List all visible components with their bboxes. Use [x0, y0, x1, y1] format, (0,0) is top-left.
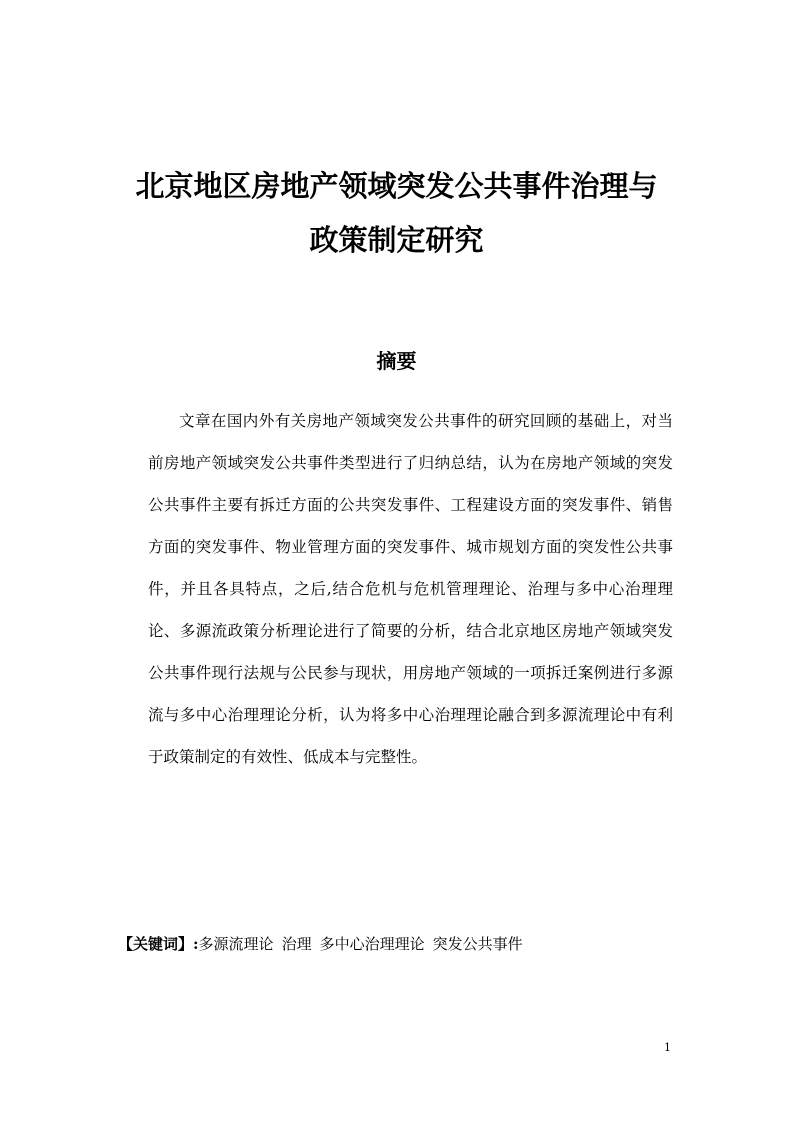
abstract-heading: 摘要 — [376, 349, 417, 373]
abstract-line: 件，并且各具特点，之后,结合危机与危机管理理论、治理与多中心治理理 — [148, 580, 673, 598]
keywords-line — [118, 930, 531, 958]
title-line-1: 北京地区房地产领域突发公共事件治理与 — [135, 169, 658, 203]
abstract-line: 公共事件现行法规与公民参与现状，用房地产领域的一项拆迁案例进行多源 — [148, 664, 673, 682]
page-number: 1 — [664, 1041, 671, 1054]
keyword: 突发公共事件 — [432, 935, 523, 953]
keyword: 多源流理论 — [198, 935, 274, 953]
keyword: 治理 — [281, 935, 312, 953]
abstract-line: 论、多源流政策分析理论进行了简要的分析，结合北京地区房地产领域突发 — [148, 622, 673, 640]
abstract-body — [148, 400, 673, 778]
keyword: 多中心治理理论 — [319, 935, 425, 953]
abstract-line: 于政策制定的有效性、低成本与完整性。 — [148, 748, 428, 766]
abstract-line: 公共事件主要有拆迁方面的公共突发事件、工程建设方面的突发事件、销售 — [148, 496, 673, 514]
abstract-line: 文章在国内外有关房地产领域突发公共事件的研究回顾的基础上，对当 — [179, 412, 673, 430]
abstract-line: 前房地产领域突发公共事件类型进行了归纳总结，认为在房地产领域的突发 — [148, 454, 673, 472]
abstract-line: 方面的突发事件、物业管理方面的突发事件、城市规划方面的突发性公共事 — [148, 538, 673, 556]
title-line-2: 政策制定研究 — [309, 223, 484, 257]
abstract-line: 流与多中心治理理论分析，认为将多中心治理理论融合到多源流理论中有利 — [148, 706, 673, 724]
keywords-label: 【关键词】: — [118, 935, 199, 953]
